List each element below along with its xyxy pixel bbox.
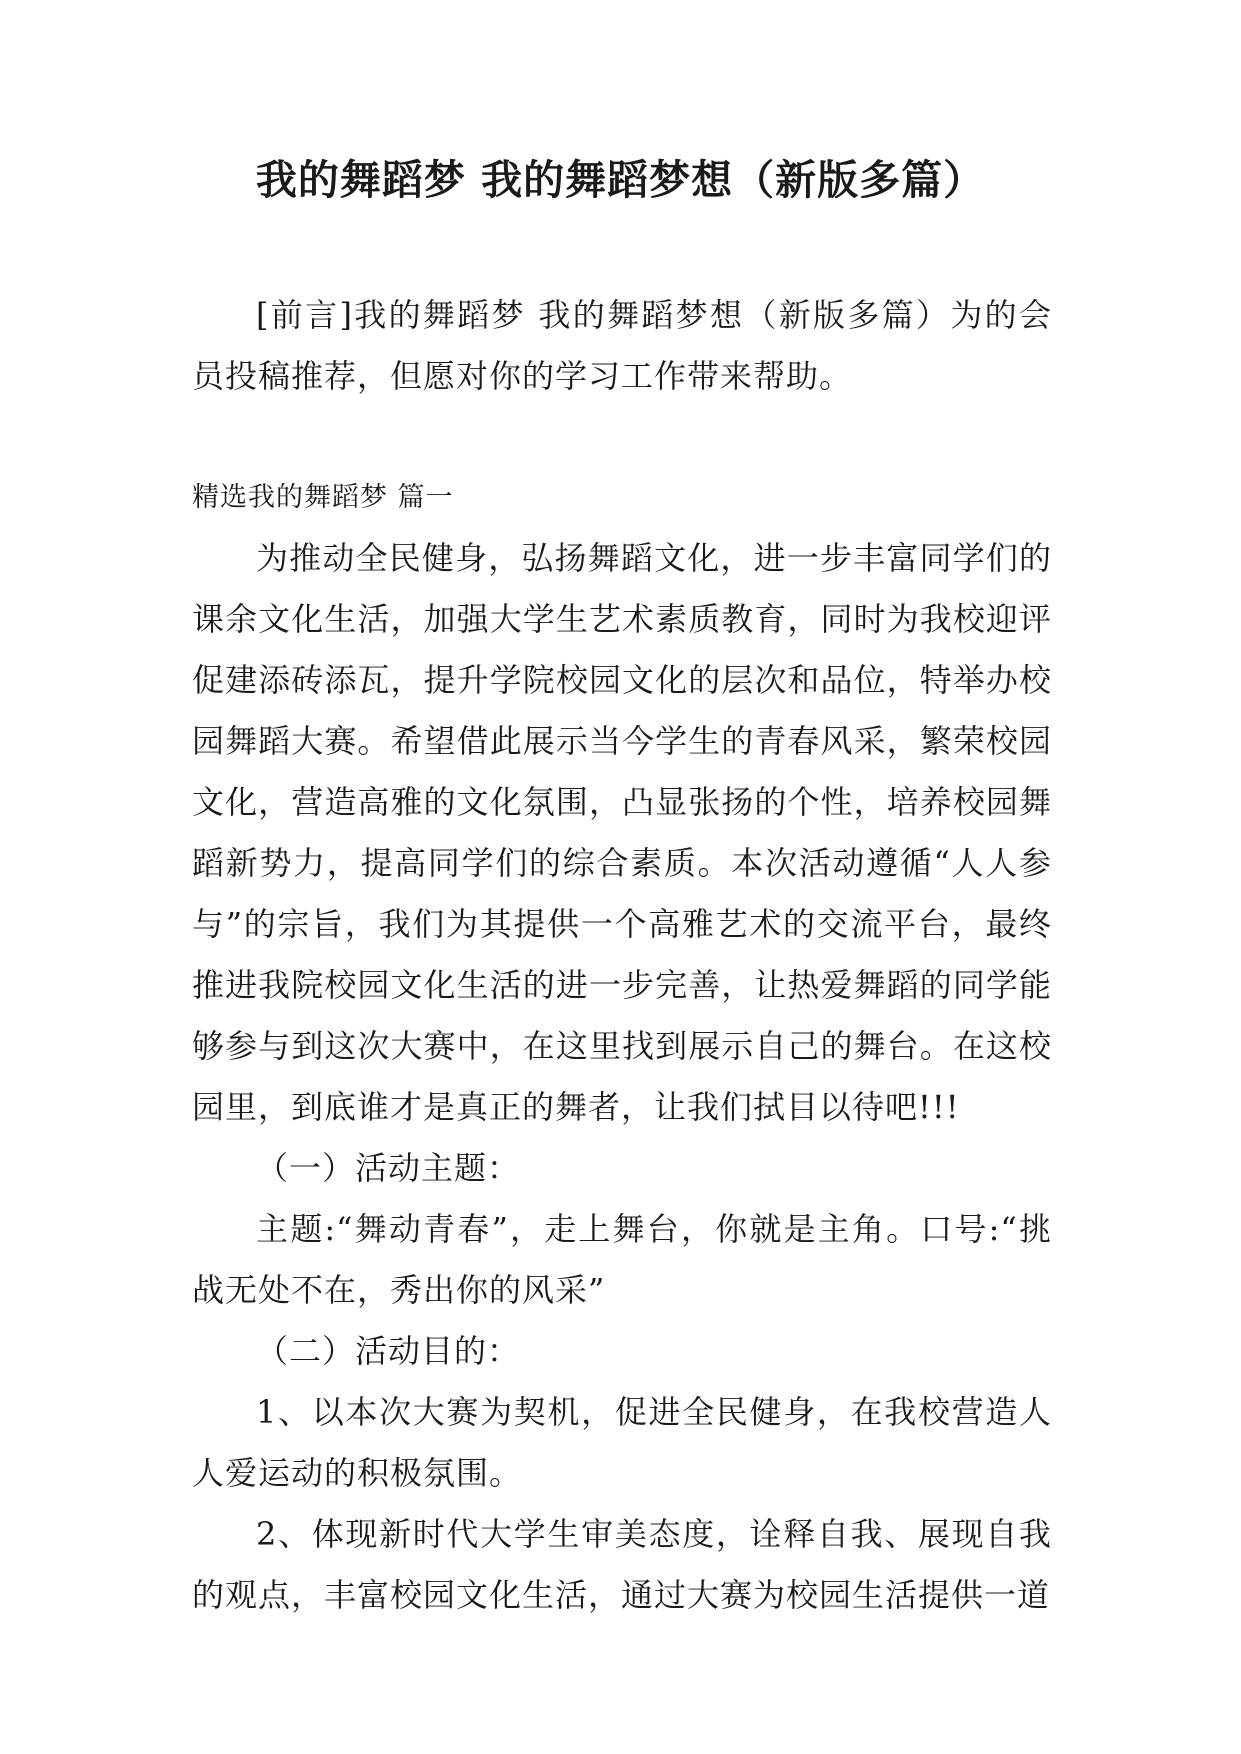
section-heading: 精选我的舞蹈梦 篇一: [192, 482, 454, 513]
body-paragraph-intro: 为推动全民健身，弘扬舞蹈文化，进一步丰富同学们的课余文化生活，加强大学生艺术素质教育，同时为我校迎评促建添砖添瓦，提升学院校园文化的层次和品位，特举办校园舞蹈大赛。希望借此展示当今学生的青春风采，繁荣校园文化，营造高雅的文化氛围，凸显张扬的个性，培养校园舞蹈新势力，提高同学们的综合素质。本次活动遵循“人人参与”的宗旨，我们为其提供一个高雅艺术的交流平台，最终推进我院校园文化生活的进一步完善，让热爱舞蹈的同学能够参与到这次大赛中，在这里找到展示自己的舞台。在这校园里，到底谁才是真正的舞者，让我们拭目以待吧!!!: [192, 539, 1052, 1126]
body-paragraph-purpose-1: 1、以本次大赛为契机，促进全民健身，在我校营造人人爱运动的积极氛围。: [192, 1393, 1052, 1492]
document-body: [192, 285, 1052, 1626]
preface-paragraph: [前言]我的舞蹈梦 我的舞蹈梦想（新版多篇）为的会员投稿推荐，但愿对你的学习工作带来帮助。: [192, 296, 1052, 395]
body-paragraph-purpose-2: 2、体现新时代大学生审美态度，诠释自我、展现自我的观点，丰富校园文化生活，通过大赛为校园生活提供一道: [192, 1515, 1052, 1614]
subheading-activity-purpose: （二）活动目的：: [256, 1332, 521, 1370]
document-title: 我的舞蹈梦 我的舞蹈梦想（新版多篇）: [255, 156, 986, 204]
subheading-activity-theme: （一）活动主题：: [256, 1149, 521, 1187]
body-paragraph-theme: 主题:“舞动青春”，走上舞台，你就是主角。口号:“挑战无处不在，秀出你的风采”: [192, 1210, 1052, 1309]
